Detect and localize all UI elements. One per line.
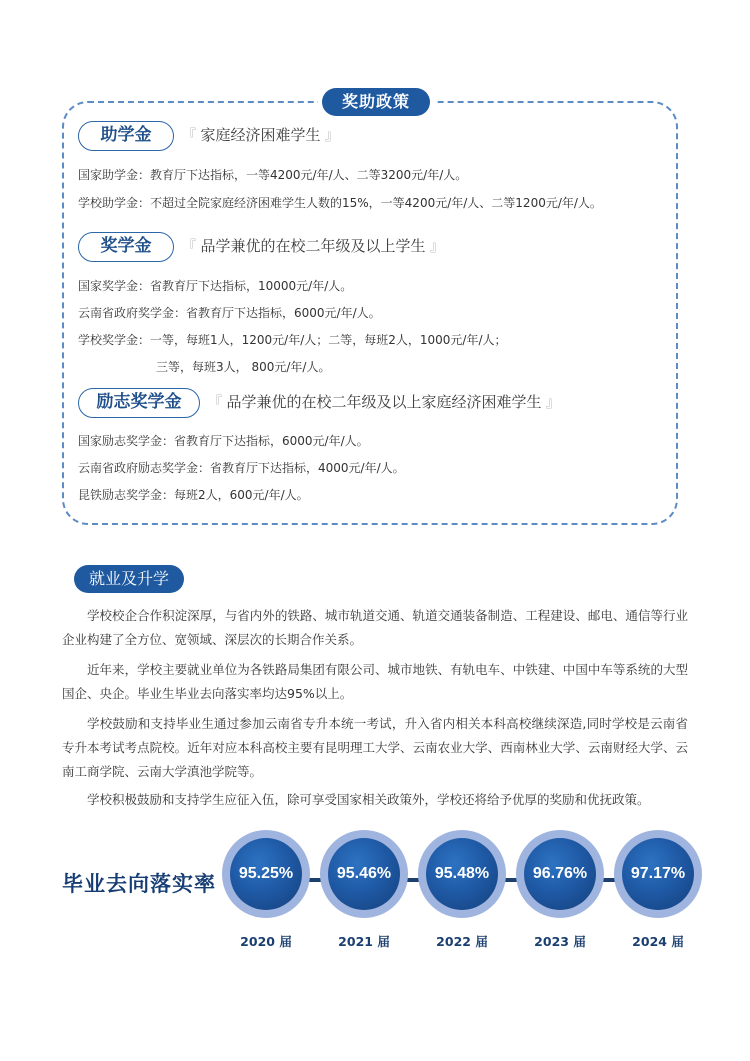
category-pill-grant: 助学金 [78, 121, 174, 151]
rate-badge-2024 [614, 830, 702, 918]
employment-paragraph: 近年来，学校主要就业单位为各铁路局集团有限公司、城市地铁、有轨电车、中铁建、中国中车等系统的大型国企、央企。毕业生毕业去向落实率均达95%以上。 [62, 662, 688, 701]
employment-paragraph: 学校鼓励和支持毕业生通过参加云南省专升本统一考试，升入省内相关本科高校继续深造,同时学校是云南省专升本考试考点院校。近年对应本科高校主要有昆明理工大学、云南农业大学、西南林业大学、云南财经大学、云南工商学院、云南大学滇池学院等。 [62, 716, 688, 779]
employment-title: 就业及升学 [74, 565, 184, 593]
rate-badge-2022 [418, 830, 506, 918]
rate-badge-2023 [516, 830, 604, 918]
policy-line: 国家励志奖学金：省教育厅下达指标，6000元/年/人。 [78, 434, 369, 448]
rate-year: 2020 届 [240, 934, 292, 949]
rate-value: 95.25% [238, 865, 294, 882]
category-pill-scholarship: 奖学金 [78, 232, 174, 262]
policy-line: 云南省政府励志奖学金：省教育厅下达指标，4000元/年/人。 [78, 461, 405, 475]
rate-value: 95.46% [336, 865, 392, 882]
rate-year: 2021 届 [338, 934, 390, 949]
employment-paragraph: 学校校企合作积淀深厚，与省内外的铁路、城市轨道交通、轨道交通装备制造、工程建设、邮电、通信等行业企业构建了全方位、宽领域、深层次的长期合作关系。 [62, 608, 688, 647]
policy-line: 三等，每班3人， 800元/年/人。 [156, 360, 331, 374]
rate-label: 毕业去向落实率 [62, 872, 216, 896]
policy-line: 云南省政府奖学金：省教育厅下达指标，6000元/年/人。 [78, 306, 381, 320]
category-desc-scholarship: 『 品学兼优的在校二年级及以上学生 』 [182, 237, 444, 255]
scholarship-title: 奖助政策 [322, 88, 430, 116]
policy-line: 学校助学金：不超过全院家庭经济困难学生人数的15%，一等4200元/年/人、二等1200元/年/人。 [78, 196, 602, 210]
rate-value: 95.48% [434, 865, 490, 882]
rate-badge-2020 [222, 830, 310, 918]
category-desc-inspirational: 『 品学兼优的在校二年级及以上家庭经济困难学生 』 [208, 393, 560, 411]
rate-badge-2021 [320, 830, 408, 918]
rate-year: 2023 届 [534, 934, 586, 949]
category-pill-inspirational: 励志奖学金 [78, 388, 200, 418]
rate-year: 2024 届 [632, 934, 684, 949]
employment-paragraph: 学校积极鼓励和支持学生应征入伍，除可享受国家相关政策外，学校还将给予优厚的奖励和优抚政策。 [87, 792, 650, 807]
rate-year: 2022 届 [436, 934, 488, 949]
rate-value: 96.76% [532, 865, 588, 882]
policy-line: 国家助学金：教育厅下达指标，一等4200元/年/人、二等3200元/年/人。 [78, 168, 468, 182]
rate-value: 97.17% [630, 865, 686, 882]
policy-line: 国家奖学金：省教育厅下达指标，10000元/年/人。 [78, 279, 353, 293]
policy-line: 学校奖学金：一等，每班1人，1200元/年/人；二等，每班2人，1000元/年/人； [78, 333, 507, 347]
policy-line: 昆铁励志奖学金：每班2人，600元/年/人。 [78, 488, 309, 502]
category-desc-grant: 『 家庭经济困难学生 』 [182, 126, 339, 144]
